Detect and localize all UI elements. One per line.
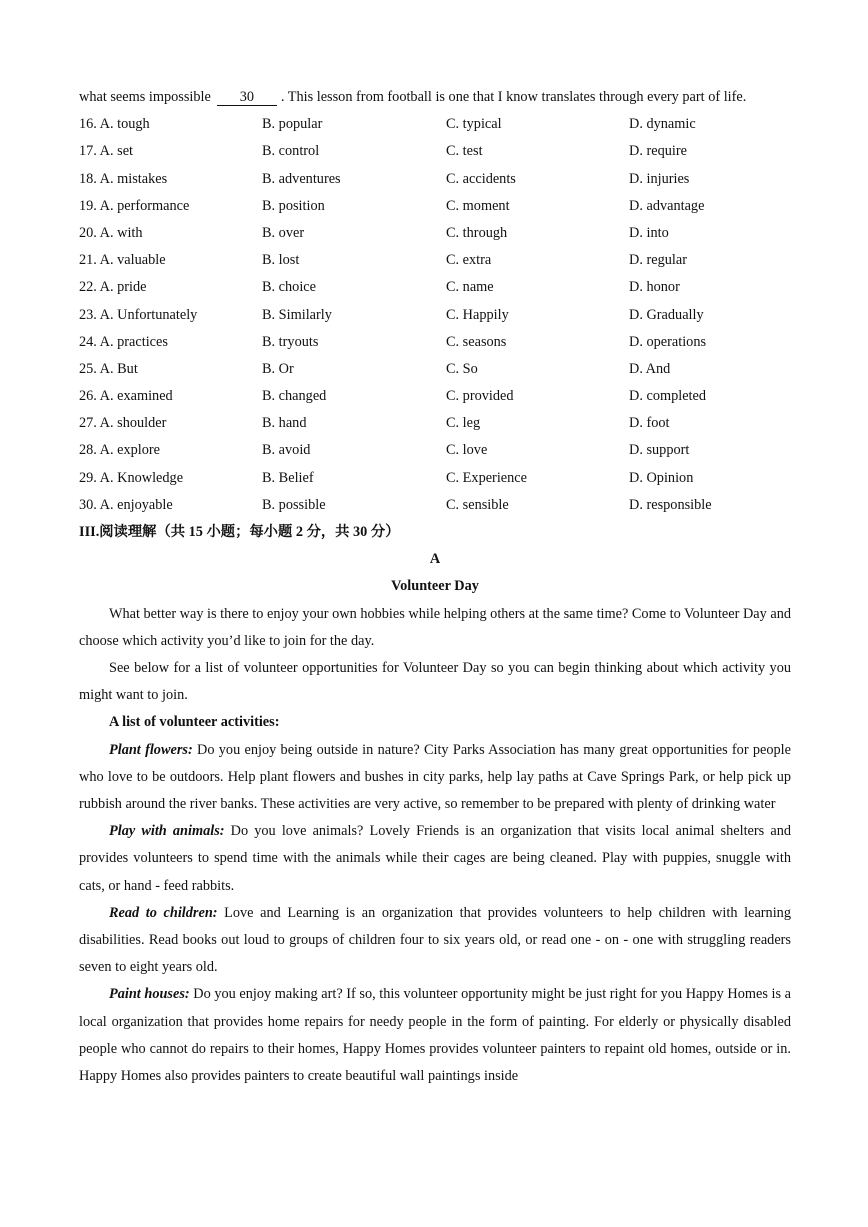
option-d: D. dynamic <box>629 116 696 133</box>
passage-letter: A <box>429 551 441 568</box>
option-a: 19. A. performance <box>79 197 190 214</box>
option-b: B. adventures <box>262 170 341 187</box>
list-heading: A list of volunteer activities: <box>109 714 280 731</box>
option-d: D. responsible <box>629 496 712 513</box>
question-row <box>79 274 791 301</box>
activity-label: Play with animals: <box>109 823 225 840</box>
option-d: D. Gradually <box>629 306 704 323</box>
option-c: C. Experience <box>446 469 527 486</box>
question-row <box>79 247 791 274</box>
continuation-text-before: what seems impossible <box>79 89 211 105</box>
activity-label: Read to children: <box>109 904 218 921</box>
activity-paragraph <box>79 981 791 1090</box>
option-b: B. hand <box>262 415 307 432</box>
option-d: D. completed <box>629 388 707 405</box>
option-a: 30. A. enjoyable <box>79 496 173 513</box>
option-d: D. injuries <box>629 170 690 187</box>
option-a: 18. A. mistakes <box>79 170 168 187</box>
continuation-line <box>79 84 791 111</box>
option-b: B. Belief <box>262 469 314 486</box>
option-a: 26. A. examined <box>79 388 173 405</box>
activity-text: Love and Learning is an organization that provides volunteers to help children with learning disabilities. Read books out loud to groups of children four to six years old, or read one - on - one with struggling readers seven to eight years old. <box>79 904 791 976</box>
question-row <box>79 166 791 193</box>
intro-paragraph: What better way is there to enjoy your own hobbies while helping others at the same time? Come to Volunteer Day and choose which activity you’d like to join for the day. <box>79 605 791 649</box>
option-a: 21. A. valuable <box>79 252 166 269</box>
option-d: D. Opinion <box>629 469 694 486</box>
option-c: C. provided <box>446 388 514 405</box>
option-c: C. love <box>446 442 488 459</box>
question-row <box>79 383 791 410</box>
page-content <box>79 84 791 1090</box>
option-b: B. Or <box>262 360 294 377</box>
option-d: D. honor <box>629 279 680 296</box>
answer-blank: 30 <box>217 89 277 106</box>
option-c: C. seasons <box>446 333 507 350</box>
intro-paragraph: See below for a list of volunteer opportunities for Volunteer Day so you can begin thinking about which activity you might want to join. <box>79 660 791 704</box>
option-c: C. moment <box>446 197 510 214</box>
question-row <box>79 437 791 464</box>
option-d: D. require <box>629 143 687 160</box>
option-c: C. leg <box>446 415 481 432</box>
question-row <box>79 465 791 492</box>
option-c: C. So <box>446 360 478 377</box>
option-b: B. Similarly <box>262 306 332 323</box>
option-b: B. lost <box>262 252 300 269</box>
option-d: D. regular <box>629 252 687 269</box>
option-c: C. accidents <box>446 170 516 187</box>
option-b: B. possible <box>262 496 326 513</box>
option-d: D. foot <box>629 415 670 432</box>
question-row <box>79 329 791 356</box>
option-a: 17. A. set <box>79 143 134 160</box>
question-row <box>79 492 791 519</box>
option-a: 22. A. pride <box>79 279 147 296</box>
activity-paragraph <box>79 737 791 819</box>
activity-text: Do you enjoy being outside in nature? City Parks Association has many great opportunities for people who love to be outdoors. Help plant flowers and bushes in city parks, help lay paths at Cave Springs Park, or help pick up rubbish around the river banks. These activities are very active, so remember to be prepared with plenty of drinking water <box>79 741 791 813</box>
section-heading: III.阅读理解（共 15 小题；每小题 2 分，共 30 分） <box>79 524 400 540</box>
option-a: 29. A. Knowledge <box>79 469 184 486</box>
option-a: 24. A. practices <box>79 333 168 350</box>
option-c: C. through <box>446 224 508 241</box>
option-b: B. control <box>262 143 320 160</box>
option-d: D. advantage <box>629 197 705 214</box>
activity-label: Paint houses: <box>109 986 190 1003</box>
question-row <box>79 302 791 329</box>
option-a: 23. A. Unfortunately <box>79 306 198 323</box>
option-b: B. position <box>262 197 325 214</box>
question-row <box>79 220 791 247</box>
option-d: D. support <box>629 442 690 459</box>
option-d: D. And <box>629 360 671 377</box>
option-d: D. operations <box>629 333 707 350</box>
question-row <box>79 138 791 165</box>
option-b: B. choice <box>262 279 316 296</box>
passage-title: Volunteer Day <box>391 578 479 595</box>
option-a: 20. A. with <box>79 224 143 241</box>
activity-paragraph <box>79 900 791 982</box>
question-row <box>79 356 791 383</box>
option-a: 28. A. explore <box>79 442 160 459</box>
option-c: C. name <box>446 279 494 296</box>
activity-text: Do you love animals? Lovely Friends is an organization that visits local animal shelters and provides volunteers to spend time with the animals while their cages are being cleaned. Play with puppies, snuggle with cats, or hand - feed rabbits. <box>79 823 791 894</box>
option-a: 27. A. shoulder <box>79 415 167 432</box>
option-b: B. over <box>262 224 305 241</box>
option-c: C. typical <box>446 116 502 133</box>
option-b: B. avoid <box>262 442 311 459</box>
option-c: C. test <box>446 143 483 160</box>
activity-paragraph <box>79 818 791 900</box>
activity-label: Plant flowers: <box>109 741 193 758</box>
option-c: C. extra <box>446 252 492 269</box>
option-a: 16. A. tough <box>79 116 150 133</box>
option-c: C. Happily <box>446 306 509 323</box>
option-b: B. tryouts <box>262 333 319 350</box>
question-row <box>79 410 791 437</box>
option-c: C. sensible <box>446 496 509 513</box>
question-options-list <box>79 111 791 519</box>
option-b: B. changed <box>262 388 327 405</box>
question-row <box>79 111 791 138</box>
continuation-text-after: . This lesson from football is one that I know translates through every part of life. <box>280 89 747 105</box>
option-d: D. into <box>629 224 669 241</box>
question-row <box>79 193 791 220</box>
option-a: 25. A. But <box>79 360 138 377</box>
activity-text: Do you enjoy making art? If so, this volunteer opportunity might be just right for you Happy Homes is a local organization that provides home repairs for needy people in the form of painting. For elderly or physically disabled people who cannot do repairs to their homes, Happy Homes provides volunteer painters to repaint old homes, outside or in. Happy Homes also provides painters to create beautiful wall paintings inside <box>79 986 791 1085</box>
option-b: B. popular <box>262 116 323 133</box>
